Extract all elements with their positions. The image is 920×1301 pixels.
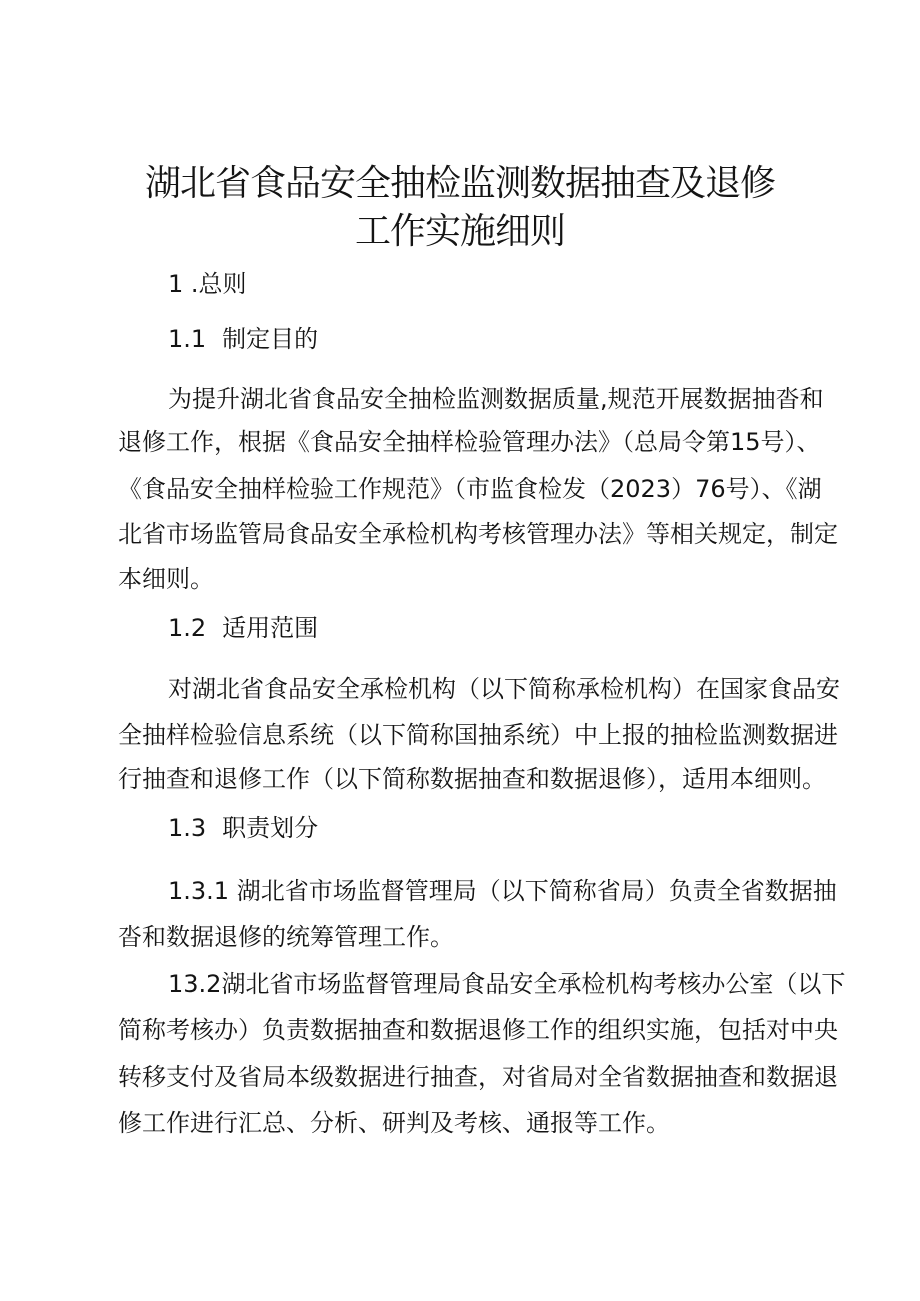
section-title: 适用范围 <box>222 614 319 642</box>
paragraph-line: 沓和数据退修的统筹管理工作。 <box>118 923 454 951</box>
paragraph-line: 1.3.1 湖北省市场监督管理局（以下简称省局）负责全省数据抽 <box>168 877 837 905</box>
section-heading-responsibilities <box>168 812 318 844</box>
section-heading-scope <box>168 612 318 644</box>
document-title-line-2: 工作实施细则 <box>354 211 565 252</box>
paragraph-line: 退修工作，根据《食品安全抽样检验管理办法》（总局令第15号）、 <box>118 428 821 456</box>
paragraph-line: 修工作进行汇总、分析、研判及考核、通报等工作。 <box>118 1109 670 1137</box>
paragraph-line: 全抽样检验信息系统（以下简称国抽系统）中上报的抽检监测数据进 <box>118 721 838 749</box>
section-title: 制定目的 <box>222 325 319 353</box>
paragraph-line: 本细则。 <box>118 565 214 593</box>
section-title: 职责划分 <box>222 814 319 842</box>
paragraph-line: 《食品安全抽样检验工作规范》（市监食检发（2023）76号）、《湖 <box>118 475 822 503</box>
section-number: 1.2 <box>168 614 207 642</box>
section-heading-general: 1 .总则 <box>168 270 247 298</box>
paragraph-line: 13.2湖北省市场监督管理局食品安全承检机构考核办公室（以下 <box>168 970 846 998</box>
section-number: 1.1 <box>168 325 207 353</box>
document-title-line-1: 湖北省食品安全抽检监测数据抽查及退修 <box>144 163 775 204</box>
section-heading-purpose <box>168 323 318 355</box>
paragraph-line: 行抽查和退修工作（以下简称数据抽查和数据退修），适用本细则。 <box>118 765 826 793</box>
paragraph-line: 对湖北省食品安全承检机构（以下简称承检机构）在国家食品安 <box>168 675 840 703</box>
section-number: 1.3 <box>168 814 207 842</box>
paragraph-line: 为提升湖北省食品安全抽检监测数据质量,规范开展数据抽沓和 <box>168 385 824 413</box>
paragraph-line: 转移支付及省局本级数据进行抽查，对省局对全省数据抽查和数据退 <box>118 1063 838 1091</box>
paragraph-line: 北省市场监管局食品安全承检机构考核管理办法》等相关规定，制定 <box>118 520 838 548</box>
paragraph-line: 简称考核办）负责数据抽查和数据退修工作的组织实施，包括对中央 <box>118 1016 838 1044</box>
